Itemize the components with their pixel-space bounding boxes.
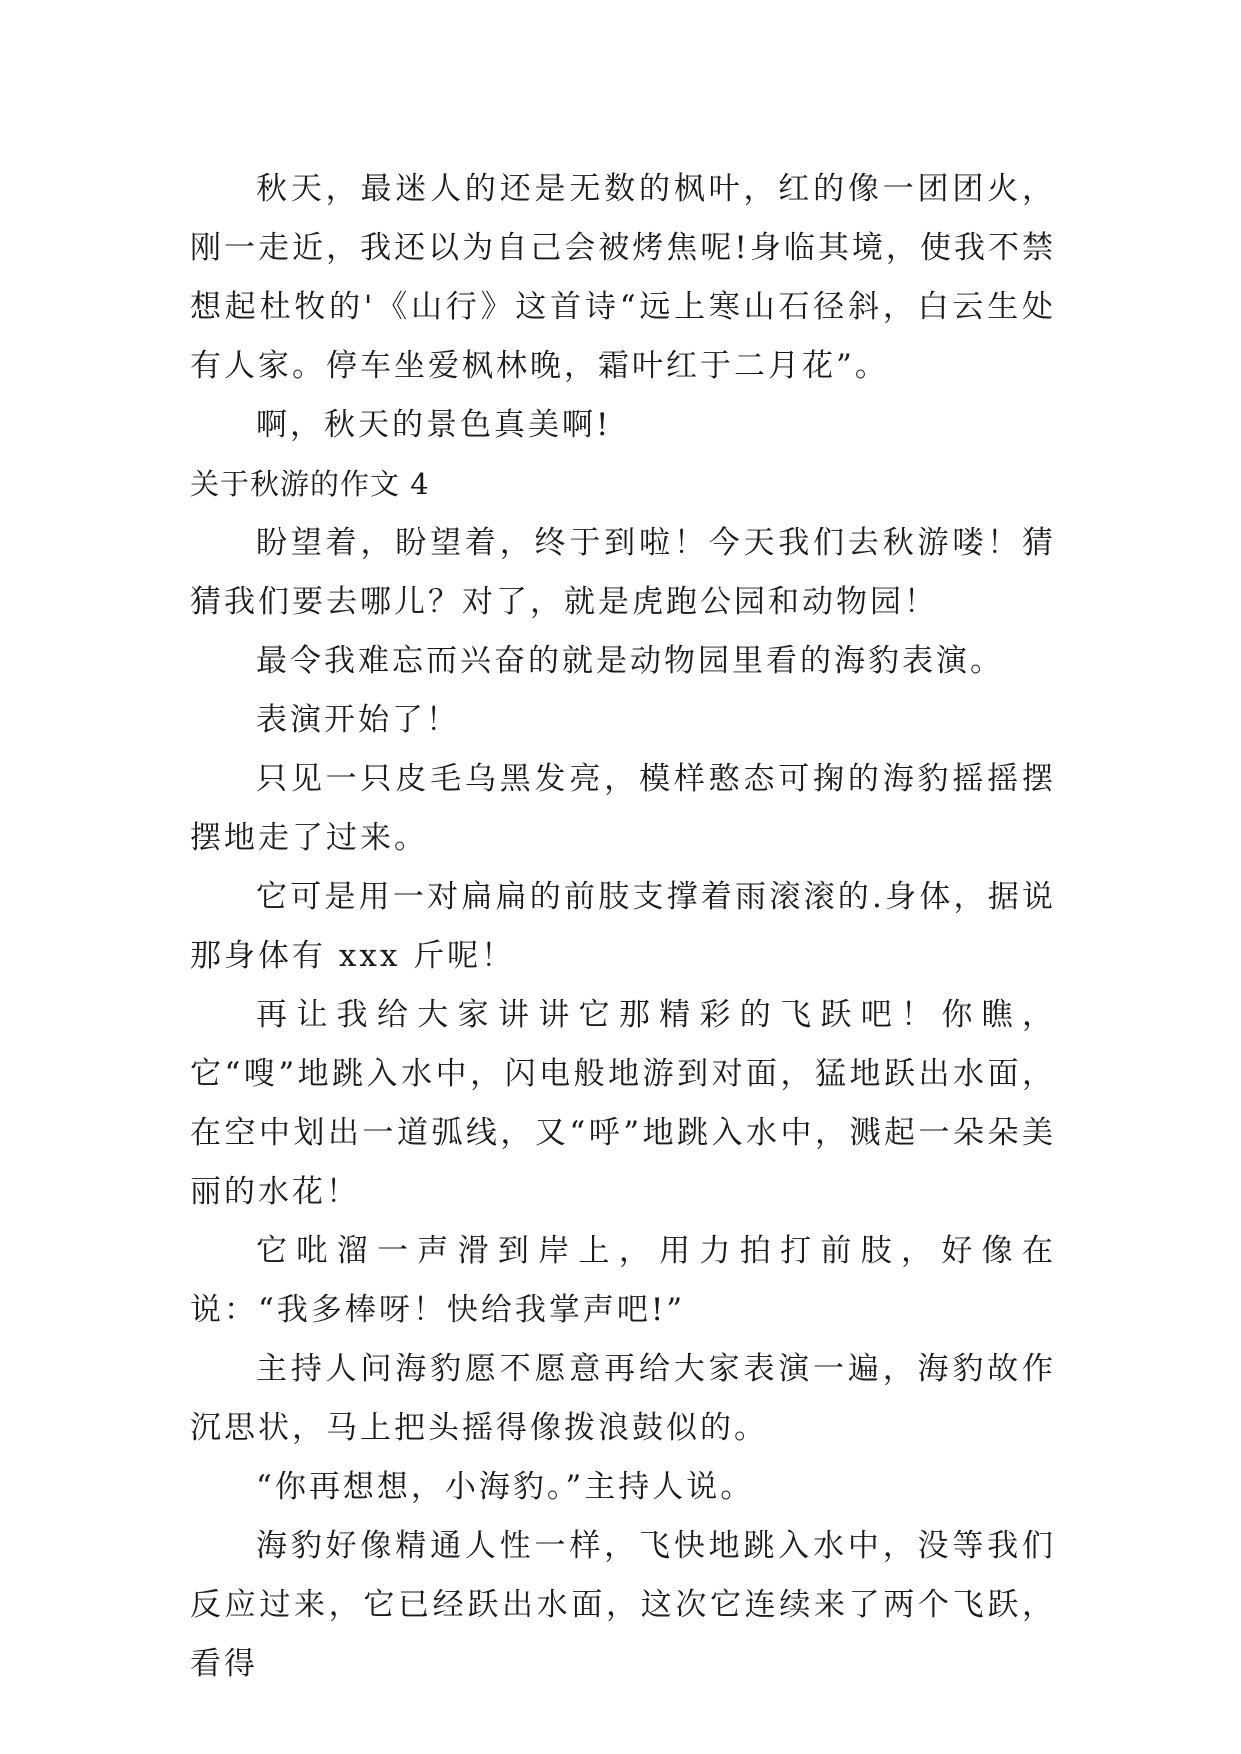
- paragraph-show-start: 表演开始了！: [256, 702, 460, 738]
- section-title: 关于秋游的作文 4: [190, 467, 430, 501]
- paragraph-seal-show: 最令我难忘而兴奋的就是动物园里看的海豹表演。: [256, 643, 1004, 679]
- paragraph-host-says: “你再想想，小海豹。”主持人说。: [256, 1469, 755, 1505]
- paragraph-seal-leap: 再让我给大家讲讲它那精彩的飞跃吧！你瞧，它“嗖”地跳入水中，闪电般地游到对面，猛地跃出水面，在空中划出一道弧线，又“呼”地跳入水中，溅起一朵朵美丽的水花！: [190, 997, 1056, 1210]
- paragraph-host-question: 主持人问海豹愿不愿意再给大家表演一遍，海豹故作沉思状，马上把头摇得像拨浪鼓似的。: [190, 1351, 1056, 1446]
- paragraph-seal-double-leap: 海豹好像精通人性一样，飞快地跳入水中，没等我们反应过来，它已经跃出水面，这次它连续来了两个飞跃，看得: [190, 1528, 1056, 1682]
- paragraph-maple-leaves: 秋天，最迷人的还是无数的枫叶，红的像一团团火，刚一走近，我还以为自己会被烤焦呢!身临其境，使我不禁想起杜牧的'《山行》这首诗“远上寒山石径斜，白云生处有人家。停车坐爱枫林晚，霜叶红于二月花”。: [190, 171, 1056, 384]
- paragraph-seal-walk: 只见一只皮毛乌黑发亮，模样憨态可掬的海豹摇摇摆摆地走了过来。: [190, 761, 1056, 856]
- paragraph-seal-body: 它可是用一对扁扁的前肢支撑着雨滚滚的.身体，据说那身体有 xxx 斤呢！: [190, 879, 1056, 974]
- paragraph-seal-applause: 它吡溜一声滑到岸上，用力拍打前肢，好像在说：“我多棒呀！快给我掌声吧!”: [190, 1233, 1056, 1328]
- paragraph-autumn-beauty: 啊，秋天的景色真美啊!: [256, 407, 612, 443]
- document-page: [190, 160, 1056, 1694]
- paragraph-looking-forward: 盼望着，盼望着，终于到啦！今天我们去秋游喽！猜猜我们要去哪儿？对了，就是虎跑公园和动物园！: [190, 525, 1056, 620]
